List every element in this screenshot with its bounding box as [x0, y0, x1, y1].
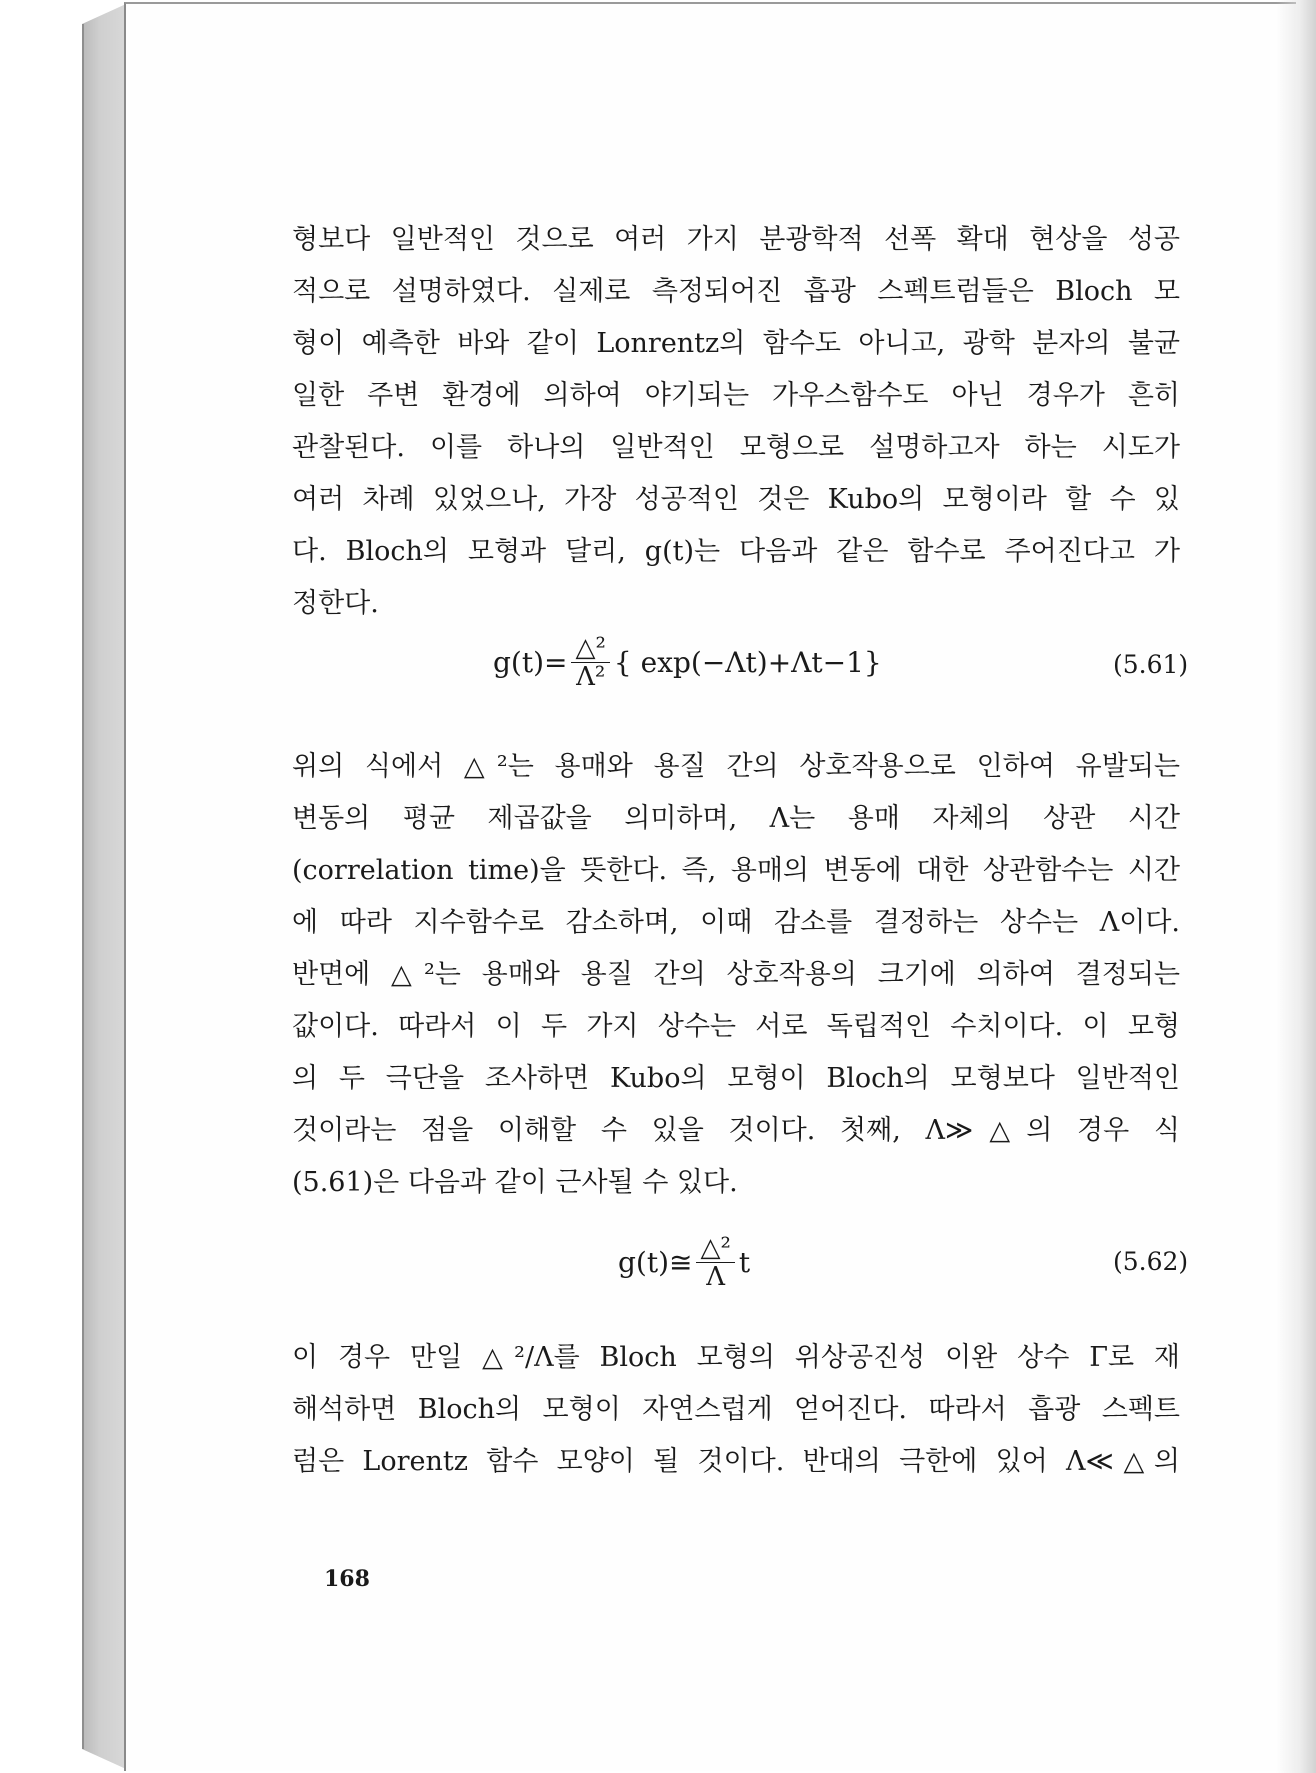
text-line: 다. Bloch의 모형과 달리, g(t)는 다음과 같은 함수로 주어진다고 가: [292, 536, 1180, 567]
text-line: 정한다.: [292, 588, 379, 619]
text-line: 위의 식에서 △²는 용매와 용질 간의 상호작용으로 인하여 유발되는: [292, 751, 1180, 782]
equation-5-61: [493, 632, 923, 692]
page-shadow: [1276, 0, 1316, 1773]
text-line: 것이라는 점을 이해할 수 있을 것이다. 첫째, Λ≫△의 경우 식: [292, 1115, 1180, 1146]
spine-edge: [82, 24, 84, 1749]
text-line: 의 두 극단을 조사하면 Kubo의 모형이 Bloch의 모형보다 일반적인: [292, 1063, 1180, 1094]
text-line: 적으로 설명하였다. 실제로 측정되어진 흡광 스펙트럼들은 Bloch 모: [292, 276, 1180, 307]
equation-rhs: t: [738, 1245, 751, 1279]
text-line: 해석하면 Bloch의 모형이 자연스럽게 얻어진다. 따라서 흡광 스펙트: [292, 1394, 1180, 1425]
paragraph-3: [292, 1332, 1180, 1488]
fraction-numerator: △²: [696, 1234, 734, 1263]
text-line: 형이 예측한 바와 같이 Lonrentz의 함수도 아니고, 광학 분자의 불균: [292, 328, 1180, 359]
page-number: 168: [324, 1566, 370, 1592]
fraction-denominator: Λ²: [576, 661, 606, 692]
text-line: 변동의 평균 제곱값을 의미하며, Λ는 용매 자체의 상관 시간: [292, 803, 1180, 834]
paragraph-1: [292, 214, 1180, 630]
equation-rhs: { exp(−Λt)+Λt−1}: [613, 645, 882, 679]
equation-number: (5.62): [1113, 1247, 1189, 1276]
text-line: 반면에 △²는 용매와 용질 간의 상호작용의 크기에 의하여 결정되는: [292, 959, 1180, 990]
fraction-numerator: △²: [571, 634, 609, 663]
equation-fraction: [571, 634, 609, 691]
text-line: 여러 차례 있었으나, 가장 성공적인 것은 Kubo의 모형이라 할 수 있: [292, 484, 1180, 515]
text-line: (5.61)은 다음과 같이 근사될 수 있다.: [292, 1167, 738, 1198]
text-line: 일한 주변 환경에 의하여 야기되는 가우스함수도 아닌 경우가 흔히: [292, 380, 1180, 411]
equation-lhs: g(t)=: [493, 645, 568, 679]
equation-number: (5.61): [1113, 650, 1189, 679]
book-spine: [82, 4, 126, 1769]
equation-5-62: [618, 1232, 798, 1292]
text-line: 값이다. 따라서 이 두 가지 상수는 서로 독립적인 수치이다. 이 모형: [292, 1011, 1180, 1042]
text-line: 에 따라 지수함수로 감소하며, 이때 감소를 결정하는 상수는 Λ이다.: [292, 907, 1180, 938]
text-line: (correlation time)을 뜻한다. 즉, 용매의 변동에 대한 상관함수는 시간: [292, 855, 1180, 886]
equation-lhs: g(t)≅: [618, 1245, 693, 1279]
text-line: 럼은 Lorentz 함수 모양이 될 것이다. 반대의 극한에 있어 Λ≪△의: [292, 1446, 1180, 1477]
text-line: 형보다 일반적인 것으로 여러 가지 분광학적 선폭 확대 현상을 성공: [292, 224, 1180, 255]
text-line: 이 경우 만일 △²/Λ를 Bloch 모형의 위상공진성 이완 상수 Γ로 재: [292, 1342, 1180, 1373]
fraction-denominator: Λ: [706, 1261, 726, 1292]
paragraph-2: [292, 741, 1180, 1209]
equation-fraction: [696, 1234, 734, 1291]
text-line: 관찰된다. 이를 하나의 일반적인 모형으로 설명하고자 하는 시도가: [292, 432, 1180, 463]
